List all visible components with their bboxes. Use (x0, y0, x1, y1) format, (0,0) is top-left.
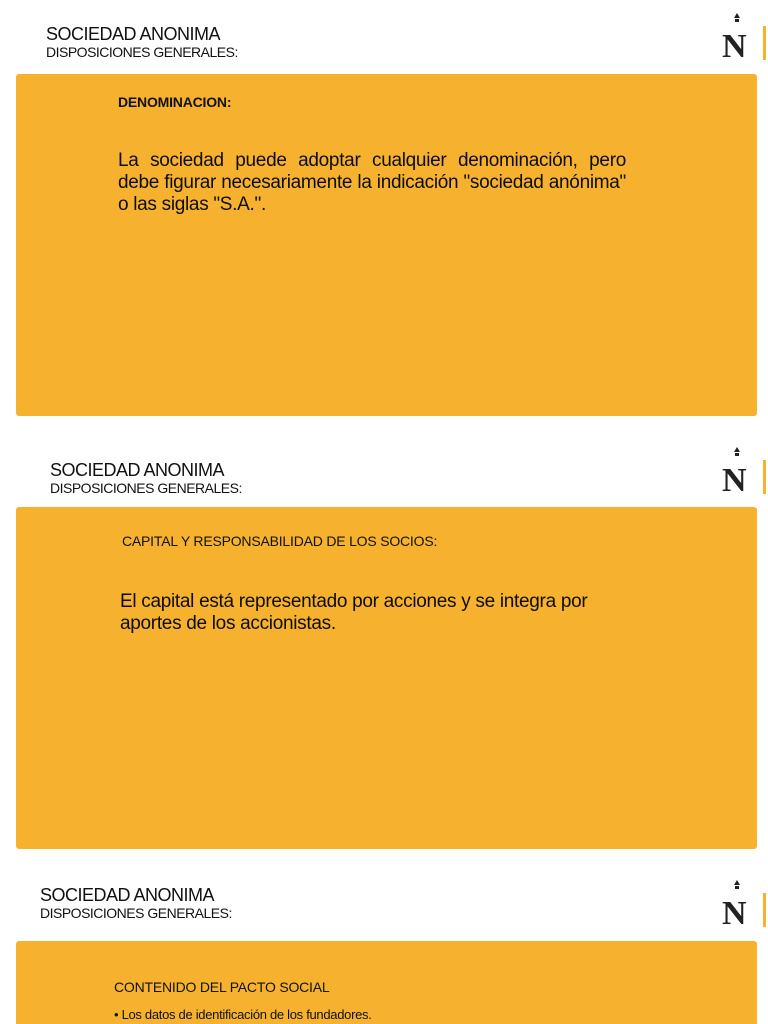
slide-subtitle: DISPOSICIONES GENERALES: (40, 905, 232, 921)
logo-n-icon (722, 446, 768, 494)
slide-heading (50, 460, 242, 496)
section-label: DENOMINACION: (118, 94, 232, 110)
content-panel (16, 507, 757, 849)
university-logo (722, 879, 768, 927)
slide-1 (0, 0, 768, 430)
section-body: El capital está representado por acciones y se integra por aportes de los accionistas. (120, 591, 588, 634)
content-panel (16, 941, 757, 1024)
bullet-item: • Los datos de identificación de los fundadores. (114, 1007, 372, 1022)
slide-heading (40, 885, 232, 921)
slide-title: SOCIEDAD ANONIMA (50, 460, 225, 480)
logo-n-icon (722, 12, 768, 60)
slide-3 (0, 863, 768, 1024)
logo-n-icon (722, 879, 768, 927)
university-logo (722, 446, 768, 494)
slide-subtitle: DISPOSICIONES GENERALES: (50, 480, 242, 496)
section-label: CAPITAL Y RESPONSABILIDAD DE LOS SOCIOS: (122, 533, 438, 549)
section-label: CONTENIDO DEL PACTO SOCIAL (114, 979, 330, 995)
slide-2 (0, 430, 768, 863)
slide-subtitle: DISPOSICIONES GENERALES: (46, 44, 238, 60)
slide-title: SOCIEDAD ANONIMA (46, 24, 221, 44)
section-body: La sociedad puede adoptar cualquier denominación, pero debe figurar necesariamente la indicación "sociedad anónima" o las siglas "S.A.". (118, 150, 626, 215)
svg-text:N: N (722, 462, 747, 494)
svg-text:N: N (722, 28, 747, 60)
university-logo (722, 12, 768, 60)
svg-text:N: N (722, 895, 747, 927)
slide-heading (46, 24, 238, 60)
slide-title: SOCIEDAD ANONIMA (40, 885, 215, 905)
content-panel (16, 74, 757, 416)
